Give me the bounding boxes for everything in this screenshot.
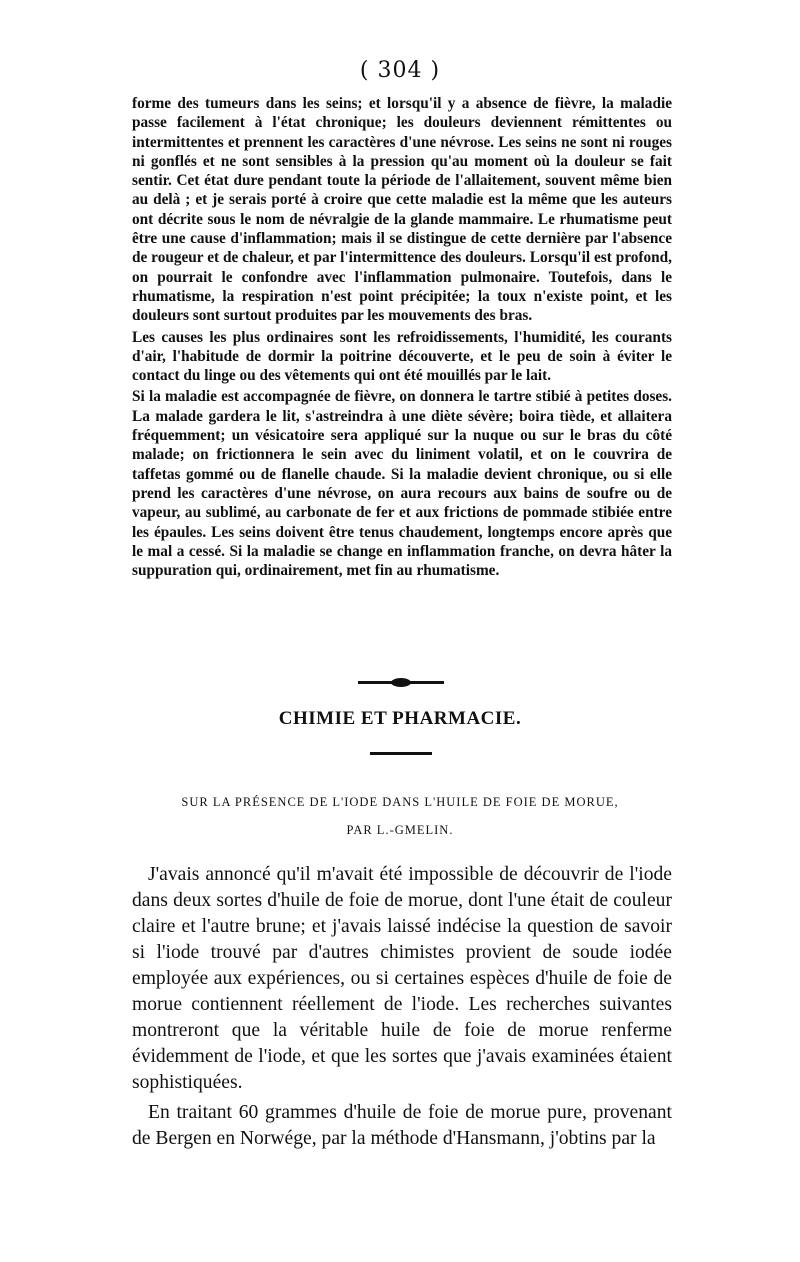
- article-author: PAR L.-GMELIN.: [346, 823, 454, 837]
- paragraph-treatment: Si la maladie est accompagnée de fièvre, on donnera le tartre stibié à petites doses. La malade gardera le lit, s'astreindra à une diète sévère; boira tiède, et allaitera fréquemment; un vésicatoire sera appliqué sur la nuque ou sur le bras du côté malade; on frictionnera le sein avec du liniment volatil, et on le couvrira de taffetas gommé ou de flanelle chaude. Si la maladie devient chronique, ou si elle prend les caractères d'une névrose, on aura recours aux bains de soufre ou de vapeur, au sublimé, au carbonate de fer et aux frictions de pommade stibiée entre les épaules. Les seins doivent être tenus chaudement, longtemps encore après que le mal a cessé. Si la maladie se change en inflammation franche, on devra hâter la suppuration qui, ordinairement, met fin au rhumatisme.: [132, 388, 672, 580]
- paragraph-iodine-intro: J'avais annoncé qu'il m'avait été impossible de découvrir de l'iode dans deux sortes d'huile de foie de morue, dont l'une était de couleur claire et l'autre brune; et j'avais laissé indécise la question de savoir si l'iode trouvé par d'autres chimistes provient de soude iodée employée aux expériences, ou si certaines espèces d'huile de foie de morue contiennent réellement de l'iode. Les recherches suivantes montreront que la véritable huile de foie de morue renferme évidemment de l'iode, et que les sortes que j'avais examinées étaient sophistiquées.: [132, 864, 672, 1093]
- paragraph-rheumatism: forme des tumeurs dans les seins; et lorsqu'il y a absence de fièvre, la maladie passe facilement à l'état chronique; les douleurs deviennent rémittentes ou intermittentes et prennent les caractères d'une névrose. Les seins ne sont ni rouges ni gonflés et ne sont sensibles à la pression qu'au moment où la douleur se fait sentir. Cet état dure pendant toute la période de l'allaitement, souvent même bien au delà ; et je serais porté à croire que cette maladie est la même que les auteurs ont décrite sous le nom de névralgie de la glande mammaire. Le rhumatisme peut être une cause d'inflammation; mais il se distingue de cette dernière par l'absence de rougeur et de chaleur, et par l'intermittence des douleurs. Lorsqu'il est profond, on pourrait le confondre avec l'inflammation pulmonaire. Toutefois, dans le rhumatisme, la respiration n'est point précipitée; la toux n'existe point, et les douleurs sont surtout produites par les mouvements des bras.: [132, 95, 672, 325]
- paragraph-causes: Les causes les plus ordinaires sont les refroidissements, l'humidité, les courants d'air, l'habitude de dormir la poitrine découverte, et le peu de soin à éviter le contact du linge ou des vêtements qui ont été mouillés par le lait.: [132, 328, 672, 385]
- page-number: ( 304 ): [359, 58, 441, 83]
- section-heading: CHIMIE ET PHARMACIE.: [278, 708, 522, 729]
- heading-rule: [370, 752, 432, 755]
- article-title: SUR LA PRÉSENCE DE L'IODE DANS L'HUILE DE FOIE DE MORUE,: [181, 795, 619, 809]
- ornamental-divider: [358, 681, 444, 684]
- paragraph-iodine-method: En traitant 60 grammes d'huile de foie de morue pure, provenant de Bergen en Norwége, par la méthode d'Hansmann, j'obtins par la: [132, 1102, 672, 1149]
- upper-text-block: [132, 94, 672, 580]
- article-text-block: [132, 862, 672, 1152]
